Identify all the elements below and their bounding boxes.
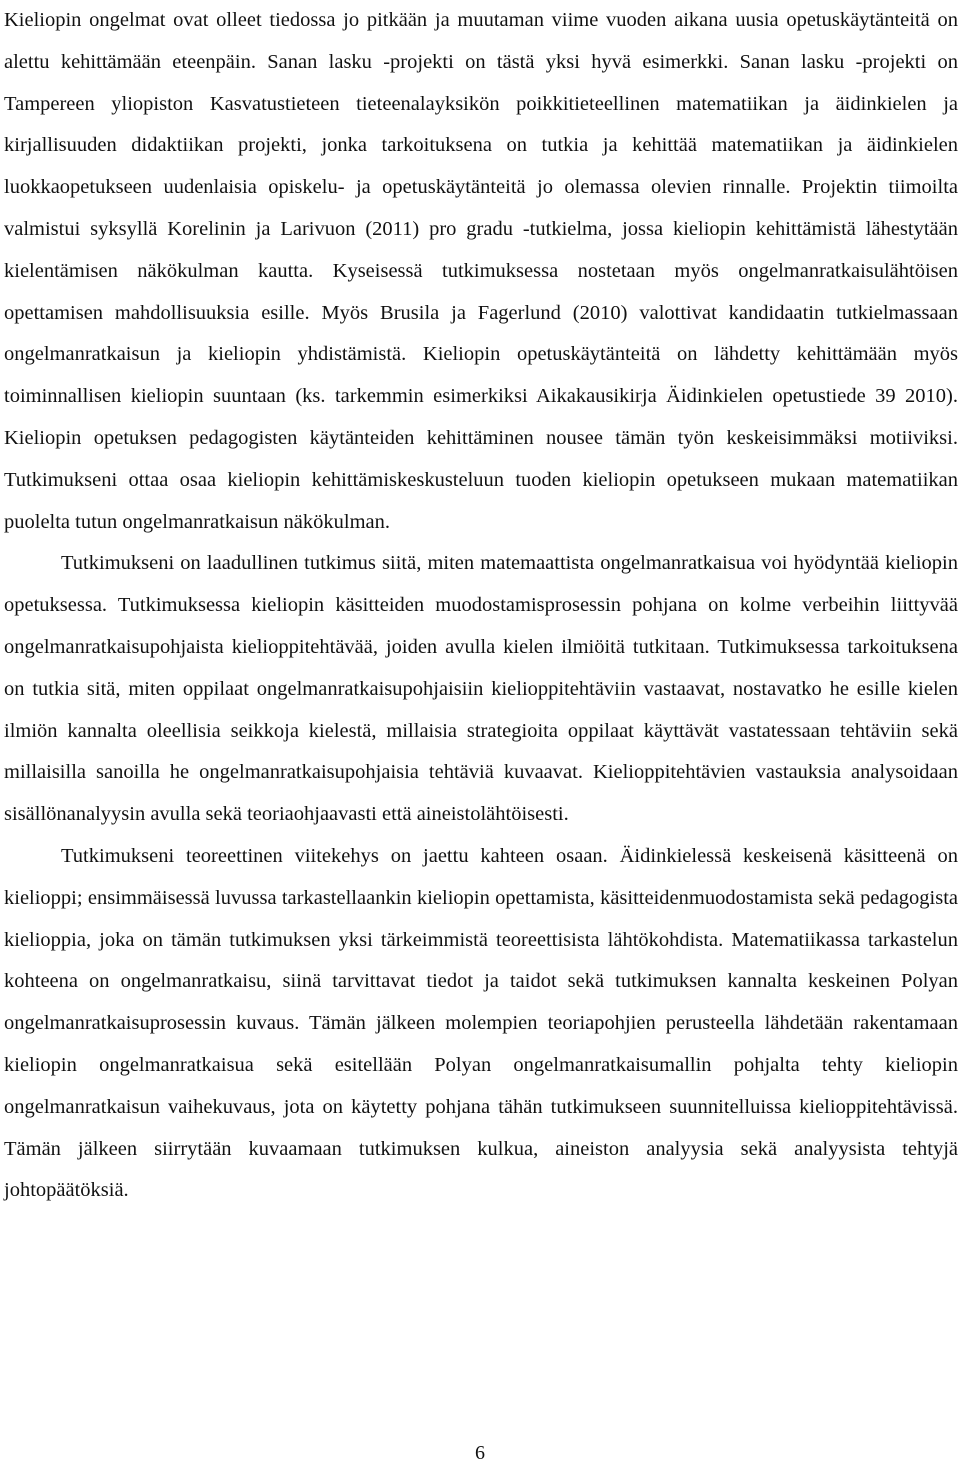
body-paragraph-1: Kieliopin ongelmat ovat olleet tiedossa jo pitkään ja muutaman viime vuoden aikana uusia opetuskäytänteitä on alettu kehittämään eteenpäin. Sanan lasku -projekti on tästä yksi hyvä esimerkki. Sanan lasku -projekti on Tampereen yliopiston Kasvatustieteen tieteenalayksikön poikkitieteellinen matematiikan ja äidinkielen ja kirjallisuuden didaktiikan projekti, jonka tarkoituksena on tutkia ja kehittää matematiikan ja äidinkielen luokkaopetukseen uudenlaisia opiskelu- ja opetuskäytänteitä jo olemassa olevien rinnalle. Projektin tiimoilta valmistui syksyllä Korelinin ja Larivuon (2011) pro gradu -tutkielma, jossa kieliopin kehittämistä lähestytään kielentämisen näkökulman kautta. Kyseisessä tutkimuksessa nostetaan myös ongelmanratkaisulähtöisen opettamisen mahdollisuuksia esille. Myös Brusila ja Fagerlund (2010) valottivat kandidaatin tutkielmassaan ongelmanratkaisun ja kieliopin yhdistämistä. Kieliopin opetuskäytänteitä on lähdetty kehittämään myös toiminnallisen kieliopin suuntaan (ks. tarkemmin esimerkiksi Aikakausikirja Äidinkielen opetustiede 39 2010). Kieliopin opetuksen pedagogisten käytänteiden kehittäminen nousee tämän työn keskeisimmäksi motiiviksi. Tutkimukseni ottaa osaa kieliopin kehittämiskeskusteluun tuoden kieliopin opetukseen mukaan matematiikan puolelta tutun ongelmanratkaisun näkökulman. [4, 9, 958, 533]
page-number: 6 [475, 1442, 485, 1464]
document-page [4, 0, 958, 1212]
body-paragraph-2: Tutkimukseni on laadullinen tutkimus siitä, miten matemaattista ongelmanratkaisua voi hyödyntää kieliopin opetuksessa. Tutkimuksessa kieliopin käsitteiden muodostamisprosessin pohjana on kolme verbeihin liittyvää ongelmanratkaisupohjaista kielioppitehtävää, joiden avulla kielen ilmiöitä tutkitaan. Tutkimuksessa tarkoituksena on tutkia sitä, miten oppilaat ongelmanratkaisupohjaisiin kielioppitehtäviin vastaavat, nostavatko he esille kielen ilmiön kannalta oleellisia seikkoja kielestä, millaisia strategioita oppilaat käyttävät vastatessaan tehtäviin sekä millaisilla sanoilla he ongelmanratkaisupohjaisia tehtäviä kuvaavat. Kielioppitehtävien vastauksia analysoidaan sisällönanalyysin avulla sekä teoriaohjaavasti että aineistolähtöisesti. [4, 552, 958, 826]
body-paragraph-3: Tutkimukseni teoreettinen viitekehys on jaettu kahteen osaan. Äidinkielessä keskeisenä käsitteenä on kielioppi; ensimmäisessä luvussa tarkastellaankin kieliopin opettamista, käsitteidenmuodostamista sekä pedagogista kielioppia, joka on tämän tutkimuksen yksi tärkeimmistä teoreettisista lähtökohdista. Matematiikassa tarkastelun kohteena on ongelmanratkaisu, siinä tarvittavat tiedot ja taidot sekä tutkimuksen kannalta keskeinen Polyan ongelmanratkaisuprosessin kuvaus. Tämän jälkeen molempien teoriapohjien perusteella lähdetään rakentamaan kieliopin ongelmanratkaisua sekä esitellään Polyan ongelmanratkaisumallin pohjalta tehty kieliopin ongelmanratkaisun vaihekuvaus, jota on käytetty pohjana tähän tutkimukseen suunnitelluissa kielioppitehtävissä. Tämän jälkeen siirrytään kuvaamaan tutkimuksen kulkua, aineiston analyysia sekä analyysista tehtyjä johtopäätöksiä. [4, 844, 958, 1202]
